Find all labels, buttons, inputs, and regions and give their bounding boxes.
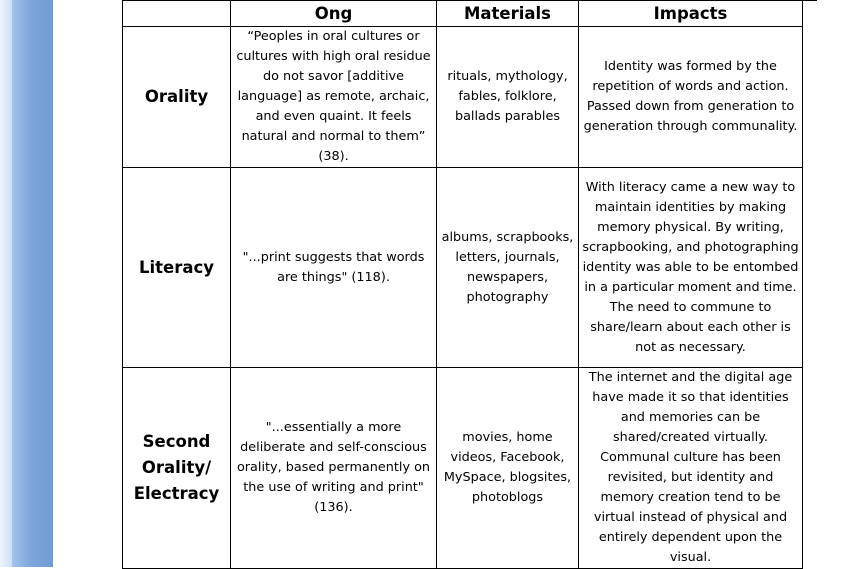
table-row-literacy bbox=[123, 168, 803, 368]
row-label-line: Orality/ bbox=[141, 458, 212, 477]
comparison-table bbox=[122, 0, 803, 569]
table-row-orality bbox=[123, 27, 803, 168]
header-row bbox=[123, 1, 803, 27]
sidebar-gradient-strip bbox=[0, 0, 55, 567]
row-label-second-orality bbox=[123, 368, 231, 569]
row-label-literacy bbox=[123, 168, 231, 368]
materials-cell: rituals, mythology, fables, folklore, ballads parables bbox=[437, 27, 579, 168]
ong-quote-cell: "...print suggests that words are things" (118). bbox=[231, 168, 437, 368]
materials-cell: movies, home videos, Facebook, MySpace, blogsites, photoblogs bbox=[437, 368, 579, 569]
column-header-ong: Ong bbox=[231, 1, 437, 27]
row-label-line: Electracy bbox=[133, 484, 220, 503]
corner-cell bbox=[123, 1, 231, 27]
row-label-line: Literacy bbox=[138, 257, 215, 277]
row-label-line: Second bbox=[142, 432, 211, 451]
impacts-cell: The internet and the digital age have made it so that identities and memories can be shared/created virtually. Communal culture has been revisited, but identity and memory creation tend to be virtual instead of physical and entirely dependent upon the visual. bbox=[579, 368, 803, 569]
table-row-second-orality bbox=[123, 368, 803, 569]
page-margin bbox=[55, 0, 122, 567]
ong-quote-cell: “Peoples in oral cultures or cultures with high oral residue do not savor [additive language] as remote, archaic, and even quaint. It feels natural and normal to them” (38). bbox=[231, 27, 437, 168]
column-header-materials: Materials bbox=[437, 1, 579, 27]
row-label-orality bbox=[123, 27, 231, 168]
table-top-rule-extension bbox=[801, 0, 817, 1]
impacts-cell: Identity was formed by the repetition of words and action. Passed down from generation to generation through communality. bbox=[579, 27, 803, 168]
column-header-impacts: Impacts bbox=[579, 1, 803, 27]
ong-quote-cell: "...essentially a more deliberate and self-conscious orality, based permanently on the use of writing and print" (136). bbox=[231, 368, 437, 569]
row-label-line: Orality bbox=[144, 87, 209, 106]
materials-cell: albums, scrapbooks, letters, journals, newspapers, photography bbox=[437, 168, 579, 368]
impacts-cell: With literacy came a new way to maintain identities by making memory physical. By writing, scrapbooking, and photographing identity was able to be entombed in a particular moment and time. The need to commune to share/learn about each other is not as necessary. bbox=[579, 168, 803, 368]
